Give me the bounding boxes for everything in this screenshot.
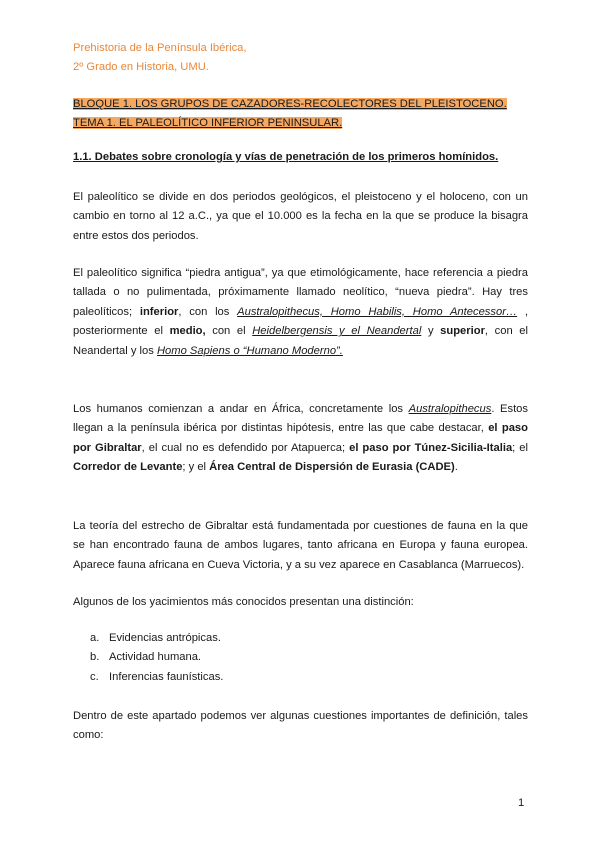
- section-title: 1.1. Debates sobre cronología y vías de penetración de los primeros homínidos.: [73, 151, 499, 163]
- paragraph-sites-intro: Algunos de los yacimientos más conocidos presentan una distinción:: [73, 596, 414, 608]
- paragraph-definitions: Dentro de este apartado podemos ver algunas cuestiones importantes de definición, tales como:: [73, 710, 528, 742]
- block-heading: [73, 95, 507, 132]
- paragraph-routes: Los humanos comienzan a andar en África, concretamente los Australopithecus. Estos llegan a la península ibérica por distintas hipótesis, entre las que cabe destacar, el paso por Gibraltar, el cual no es defendido por Atapuerca; el paso por Túnez-Sicilia-Italia; el Corredor de Levante; y el Área Central de Dispersión de Eurasia (CADE).: [73, 403, 528, 474]
- course-header: [73, 39, 247, 77]
- page-number: 1: [518, 797, 525, 809]
- list-item: b. Actividad humana.: [90, 651, 202, 664]
- list-item: c. Inferencias faunísticas.: [90, 670, 224, 683]
- header-line-2: 2º Grado en Historia, UMU.: [73, 61, 209, 73]
- paragraph-gibraltar: La teoría del estrecho de Gibraltar está fundamentada por cuestiones de fauna en la que se han encontrado fauna de ambos lugares, tanto africana en Europa y fauna europea. Aparece fauna africana en Cueva Victoria, y a su vez aparece en Casablanca (Marruecos).: [73, 520, 528, 571]
- list-item: a. Evidencias antrópicas.: [90, 632, 221, 644]
- paragraph-periods: El paleolítico se divide en dos periodos geológicos, el pleistoceno y el holoceno, con un cambio en torno al 12 a.C., ya que el 10.000 es la fecha en la que se produce la bisagra entre estos dos periodos.: [73, 191, 528, 242]
- header-line-1: Prehistoria de la Península Ibérica,: [73, 42, 247, 54]
- topic-title: TEMA 1. EL PALEOLÍTICO INFERIOR PENINSULAR.: [73, 116, 343, 129]
- block-title: BLOQUE 1. LOS GRUPOS DE CAZADORES-RECOLECTORES DEL PLEISTOCENO.: [73, 98, 507, 110]
- paragraph-paleolithic: El paleolítico significa “piedra antigua”, ya que etimológicamente, hace referencia a piedra tallada o no pulimentada, próximamente llamado neolítico, “nueva piedra”. Hay tres paleolíticos; inferior, con los Australopithecus, Homo Habilis, Homo Antecessor… , posteriormente el medio, con el Heidelbergensis y el Neandertal y superior, con el Neandertal y los Homo Sapiens o “Humano Moderno”.: [73, 267, 529, 357]
- distinction-list: [73, 629, 223, 687]
